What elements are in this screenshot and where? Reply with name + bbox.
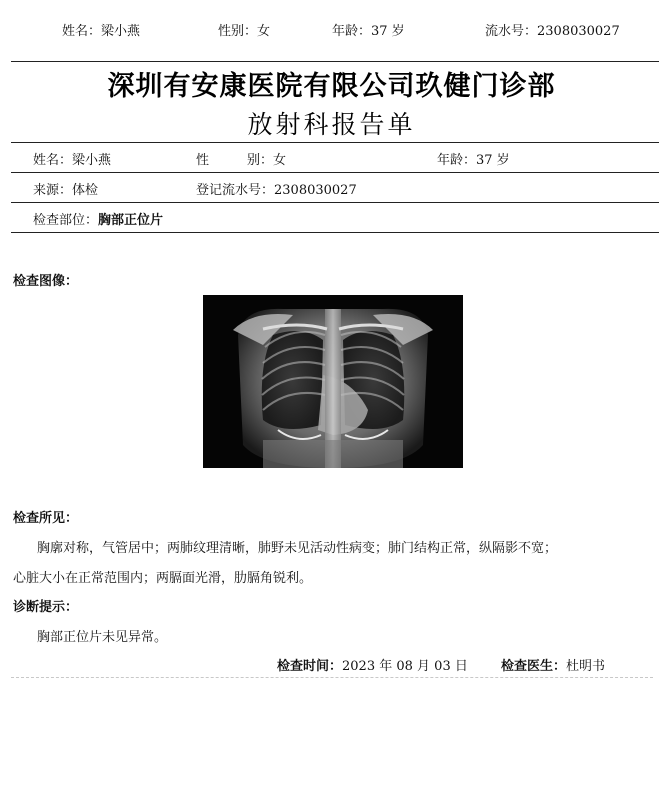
xray-illustration [203, 295, 463, 468]
exam-time [277, 655, 468, 674]
images-section-label: 检查图像： [13, 274, 79, 289]
info-bottom-divider [11, 232, 659, 233]
footer-dashed-divider [11, 677, 653, 678]
doctor [501, 655, 605, 674]
title-divider [11, 142, 659, 143]
exam-part-label: 检查部位： [33, 213, 99, 228]
header-divider [11, 61, 659, 62]
registration-serial: 登记流水号：2308030027 [196, 183, 357, 198]
patient-name: 姓名：梁小燕 [33, 153, 112, 168]
patient-gender-label: 性 [196, 153, 210, 168]
header-name: 姓名：梁小燕 [62, 24, 141, 39]
findings-text-line1: 胸廓对称，气管居中；两肺纹理清晰，肺野未见活动性病变；肺门结构正常，纵隔影不宽； [37, 541, 558, 556]
exam-time-value: 2023 年 08 月 03 日 [342, 659, 468, 674]
diagnosis-text: 胸部正位片未见异常。 [37, 630, 168, 645]
exam-part [33, 209, 163, 228]
doctor-value: 杜明书 [566, 659, 606, 674]
report-title: 放射科报告单 [247, 110, 416, 139]
row-divider [11, 172, 659, 173]
header-gender: 性别：女 [218, 24, 271, 39]
header-age: 年龄：37 岁 [332, 24, 405, 39]
exam-part-value: 胸部正位片 [98, 213, 164, 228]
findings-text-line2: 心脏大小在正常范围内；两膈面光滑，肋膈角锐利。 [13, 571, 313, 586]
org-title: 深圳有安康医院有限公司玖健门诊部 [107, 71, 556, 102]
doctor-label: 检查医生： [501, 659, 567, 674]
exam-time-label: 检查时间： [277, 659, 343, 674]
findings-section-label: 检查所见： [13, 511, 79, 526]
patient-gender-value: 别：女 [247, 153, 287, 168]
row-divider [11, 202, 659, 203]
patient-source: 来源：体检 [33, 183, 99, 198]
header-serial: 流水号：2308030027 [485, 24, 620, 39]
patient-age: 年龄：37 岁 [437, 153, 510, 168]
chest-xray-image [203, 295, 463, 468]
diagnosis-section-label: 诊断提示： [13, 600, 79, 615]
